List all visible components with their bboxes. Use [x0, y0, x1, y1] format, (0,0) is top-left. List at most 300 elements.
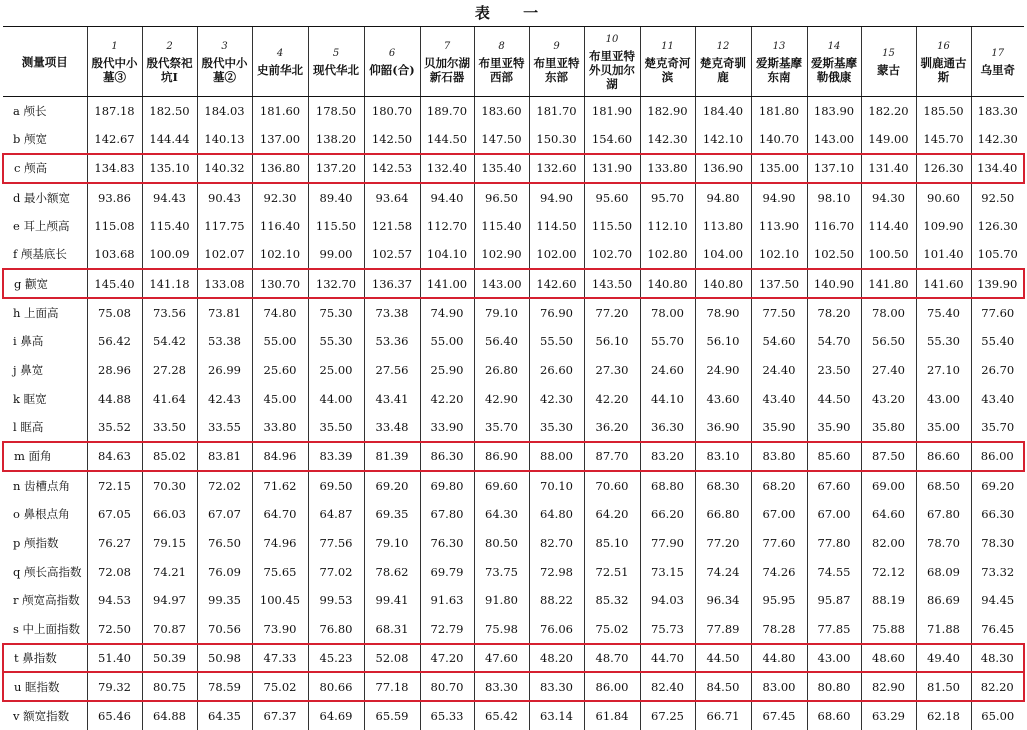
- table-cell: 101.40: [916, 240, 971, 269]
- table-cell: 73.56: [142, 298, 197, 327]
- table-cell: 56.10: [584, 327, 640, 356]
- column-name: 楚克奇驯鹿: [696, 56, 751, 84]
- table-cell: 94.03: [640, 586, 695, 615]
- table-cell: 56.50: [861, 327, 916, 356]
- table-cell: 33.48: [364, 413, 420, 442]
- table-cell: 33.80: [252, 413, 308, 442]
- table-cell: 102.50: [807, 240, 861, 269]
- table-cell: 135.40: [474, 154, 529, 183]
- table-cell: 180.70: [364, 97, 420, 126]
- table-cell: 69.60: [474, 471, 529, 500]
- table-cell: 78.00: [861, 298, 916, 327]
- table-cell: 136.90: [695, 154, 751, 183]
- table-cell: 75.02: [584, 615, 640, 644]
- table-cell: 73.81: [197, 298, 252, 327]
- column-header-13: [751, 27, 807, 97]
- table-cell: 136.37: [364, 269, 420, 298]
- table-cell: 27.56: [364, 356, 420, 385]
- table-cell: 79.32: [87, 672, 142, 701]
- table-cell: 102.10: [252, 240, 308, 269]
- row-label: j 鼻宽: [3, 356, 87, 385]
- table-cell: 104.00: [695, 240, 751, 269]
- table-cell: 66.71: [695, 701, 751, 730]
- measurement-table: [2, 26, 1025, 730]
- table-cell: 70.60: [584, 471, 640, 500]
- column-name: 贝加尔湖新石器: [421, 56, 474, 84]
- table-cell: 26.99: [197, 356, 252, 385]
- column-name: 蒙古: [862, 63, 916, 77]
- table-cell: 75.02: [252, 672, 308, 701]
- table-cell: 33.55: [197, 413, 252, 442]
- table-cell: 92.50: [971, 183, 1024, 212]
- table-cell: 64.20: [584, 500, 640, 529]
- row-label: m 面角: [3, 442, 87, 471]
- table-cell: 78.70: [916, 528, 971, 557]
- table-cell: 44.70: [640, 644, 695, 673]
- table-cell: 78.00: [640, 298, 695, 327]
- column-number: 2: [143, 40, 197, 54]
- table-cell: 66.03: [142, 500, 197, 529]
- table-cell: 143.00: [474, 269, 529, 298]
- table-cell: 70.87: [142, 615, 197, 644]
- table-cell: 94.40: [420, 183, 474, 212]
- table-cell: 77.90: [640, 528, 695, 557]
- table-cell: 42.20: [584, 384, 640, 413]
- table-cell: 44.88: [87, 384, 142, 413]
- table-cell: 182.20: [861, 97, 916, 126]
- table-cell: 53.36: [364, 327, 420, 356]
- column-number: 8: [475, 40, 529, 54]
- table-cell: 28.96: [87, 356, 142, 385]
- table-cell: 48.30: [971, 644, 1024, 673]
- table-cell: 68.60: [807, 701, 861, 730]
- table-cell: 99.00: [308, 240, 364, 269]
- table-cell: 133.08: [197, 269, 252, 298]
- table-cell: 75.88: [861, 615, 916, 644]
- table-cell: 83.10: [695, 442, 751, 471]
- table-cell: 96.50: [474, 183, 529, 212]
- table-cell: 24.90: [695, 356, 751, 385]
- table-cell: 54.42: [142, 327, 197, 356]
- table-cell: 140.13: [197, 125, 252, 154]
- table-cell: 138.20: [308, 125, 364, 154]
- table-cell: 44.50: [695, 644, 751, 673]
- table-cell: 72.15: [87, 471, 142, 500]
- table-cell: 42.20: [420, 384, 474, 413]
- table-cell: 142.30: [971, 125, 1024, 154]
- table-row: [3, 212, 1024, 241]
- table-cell: 94.53: [87, 586, 142, 615]
- column-header-5: [308, 27, 364, 97]
- table-cell: 65.59: [364, 701, 420, 730]
- table-cell: 83.30: [474, 672, 529, 701]
- table-cell: 87.50: [861, 442, 916, 471]
- table-cell: 77.60: [751, 528, 807, 557]
- table-cell: 75.73: [640, 615, 695, 644]
- table-cell: 26.80: [474, 356, 529, 385]
- table-cell: 92.30: [252, 183, 308, 212]
- table-cell: 85.32: [584, 586, 640, 615]
- table-cell: 115.50: [308, 212, 364, 241]
- table-cell: 49.40: [916, 644, 971, 673]
- table-cell: 115.50: [584, 212, 640, 241]
- table-cell: 142.60: [529, 269, 584, 298]
- table-cell: 181.70: [529, 97, 584, 126]
- table-cell: 98.10: [807, 183, 861, 212]
- table-cell: 68.30: [695, 471, 751, 500]
- table-cell: 115.40: [142, 212, 197, 241]
- table-cell: 93.86: [87, 183, 142, 212]
- table-cell: 67.37: [252, 701, 308, 730]
- table-cell: 74.24: [695, 557, 751, 586]
- table-row: [3, 672, 1024, 701]
- table-cell: 44.10: [640, 384, 695, 413]
- table-cell: 83.00: [751, 672, 807, 701]
- table-cell: 72.08: [87, 557, 142, 586]
- table-row: [3, 586, 1024, 615]
- table-cell: 78.28: [751, 615, 807, 644]
- table-cell: 77.18: [364, 672, 420, 701]
- table-cell: 42.90: [474, 384, 529, 413]
- column-number: 10: [585, 33, 640, 47]
- table-cell: 74.90: [420, 298, 474, 327]
- table-cell: 78.59: [197, 672, 252, 701]
- column-number: 9: [530, 40, 584, 54]
- column-number: 13: [752, 40, 807, 54]
- column-header-8: [474, 27, 529, 97]
- table-cell: 80.80: [807, 672, 861, 701]
- table-cell: 80.66: [308, 672, 364, 701]
- table-cell: 75.40: [916, 298, 971, 327]
- table-cell: 42.30: [529, 384, 584, 413]
- column-name: 殷代中小墓③: [88, 56, 142, 84]
- table-cell: 86.60: [916, 442, 971, 471]
- table-cell: 140.90: [807, 269, 861, 298]
- table-cell: 77.56: [308, 528, 364, 557]
- table-row: [3, 384, 1024, 413]
- table-cell: 80.70: [420, 672, 474, 701]
- table-cell: 35.80: [861, 413, 916, 442]
- table-cell: 91.63: [420, 586, 474, 615]
- table-cell: 75.65: [252, 557, 308, 586]
- row-label: v 额宽指数: [3, 701, 87, 730]
- column-name: 布里亚特东部: [530, 56, 584, 84]
- table-cell: 67.25: [640, 701, 695, 730]
- table-cell: 35.00: [916, 413, 971, 442]
- table-cell: 71.62: [252, 471, 308, 500]
- table-cell: 35.30: [529, 413, 584, 442]
- table-cell: 142.53: [364, 154, 420, 183]
- table-cell: 102.00: [529, 240, 584, 269]
- table-cell: 141.18: [142, 269, 197, 298]
- table-cell: 86.30: [420, 442, 474, 471]
- table-cell: 142.50: [364, 125, 420, 154]
- table-cell: 54.60: [751, 327, 807, 356]
- table-cell: 67.80: [420, 500, 474, 529]
- table-cell: 77.85: [807, 615, 861, 644]
- table-cell: 43.20: [861, 384, 916, 413]
- row-label: i 鼻高: [3, 327, 87, 356]
- table-cell: 67.60: [807, 471, 861, 500]
- table-row: [3, 327, 1024, 356]
- table-cell: 48.60: [861, 644, 916, 673]
- table-cell: 90.43: [197, 183, 252, 212]
- table-cell: 64.35: [197, 701, 252, 730]
- table-cell: 143.00: [807, 125, 861, 154]
- table-cell: 140.32: [197, 154, 252, 183]
- table-cell: 116.70: [807, 212, 861, 241]
- table-cell: 187.18: [87, 97, 142, 126]
- table-cell: 189.70: [420, 97, 474, 126]
- table-cell: 72.51: [584, 557, 640, 586]
- table-cell: 73.15: [640, 557, 695, 586]
- table-cell: 70.56: [197, 615, 252, 644]
- table-cell: 33.50: [142, 413, 197, 442]
- table-cell: 75.08: [87, 298, 142, 327]
- table-cell: 86.90: [474, 442, 529, 471]
- table-cell: 35.52: [87, 413, 142, 442]
- table-cell: 80.50: [474, 528, 529, 557]
- table-cell: 116.40: [252, 212, 308, 241]
- row-label: a 颅长: [3, 97, 87, 126]
- table-cell: 88.19: [861, 586, 916, 615]
- table-cell: 76.06: [529, 615, 584, 644]
- table-cell: 109.90: [916, 212, 971, 241]
- table-cell: 85.10: [584, 528, 640, 557]
- column-number: 12: [696, 40, 751, 54]
- table-cell: 94.90: [529, 183, 584, 212]
- table-cell: 72.50: [87, 615, 142, 644]
- table-cell: 126.30: [916, 154, 971, 183]
- table-cell: 77.50: [751, 298, 807, 327]
- table-cell: 145.70: [916, 125, 971, 154]
- table-cell: 139.90: [971, 269, 1024, 298]
- table-cell: 112.70: [420, 212, 474, 241]
- table-cell: 103.68: [87, 240, 142, 269]
- table-cell: 85.02: [142, 442, 197, 471]
- column-name: 乌里奇: [972, 63, 1025, 77]
- table-cell: 94.30: [861, 183, 916, 212]
- table-cell: 82.70: [529, 528, 584, 557]
- table-cell: 85.60: [807, 442, 861, 471]
- column-header-6: [364, 27, 420, 97]
- table-cell: 83.20: [640, 442, 695, 471]
- table-cell: 47.60: [474, 644, 529, 673]
- table-cell: 73.90: [252, 615, 308, 644]
- table-cell: 56.42: [87, 327, 142, 356]
- row-label: n 齿槽点角: [3, 471, 87, 500]
- table-cell: 74.55: [807, 557, 861, 586]
- table-cell: 47.33: [252, 644, 308, 673]
- table-cell: 93.64: [364, 183, 420, 212]
- table-cell: 94.97: [142, 586, 197, 615]
- table-row: [3, 500, 1024, 529]
- table-cell: 48.20: [529, 644, 584, 673]
- column-name: 布里亚特外贝加尔湖: [585, 49, 640, 91]
- row-label: g 颧宽: [3, 269, 87, 298]
- table-cell: 144.44: [142, 125, 197, 154]
- header-row: [3, 27, 1024, 97]
- table-cell: 53.38: [197, 327, 252, 356]
- table-row: [3, 240, 1024, 269]
- table-cell: 82.20: [971, 672, 1024, 701]
- table-cell: 74.26: [751, 557, 807, 586]
- table-cell: 95.87: [807, 586, 861, 615]
- row-label: r 颅宽高指数: [3, 586, 87, 615]
- table-cell: 115.08: [87, 212, 142, 241]
- column-header-15: [861, 27, 916, 97]
- table-cell: 55.30: [308, 327, 364, 356]
- column-header-3: [197, 27, 252, 97]
- table-cell: 41.64: [142, 384, 197, 413]
- column-number: 7: [421, 40, 474, 54]
- table-cell: 76.09: [197, 557, 252, 586]
- table-cell: 96.34: [695, 586, 751, 615]
- column-number: 4: [253, 47, 308, 61]
- table-cell: 73.32: [971, 557, 1024, 586]
- table-cell: 76.45: [971, 615, 1024, 644]
- table-cell: 78.62: [364, 557, 420, 586]
- table-cell: 100.45: [252, 586, 308, 615]
- table-cell: 94.90: [751, 183, 807, 212]
- table-cell: 69.80: [420, 471, 474, 500]
- table-cell: 83.81: [197, 442, 252, 471]
- table-cell: 55.40: [971, 327, 1024, 356]
- table-row: [3, 97, 1024, 126]
- table-cell: 86.00: [971, 442, 1024, 471]
- table-cell: 137.10: [807, 154, 861, 183]
- table-cell: 84.96: [252, 442, 308, 471]
- table-cell: 44.50: [807, 384, 861, 413]
- table-cell: 87.70: [584, 442, 640, 471]
- column-name: 爱斯基摩勒俄康: [808, 56, 861, 84]
- table-cell: 147.50: [474, 125, 529, 154]
- table-cell: 182.90: [640, 97, 695, 126]
- table-cell: 26.70: [971, 356, 1024, 385]
- table-cell: 73.75: [474, 557, 529, 586]
- table-cell: 126.30: [971, 212, 1024, 241]
- table-cell: 67.00: [807, 500, 861, 529]
- row-label: f 颅基底长: [3, 240, 87, 269]
- row-label: p 颅指数: [3, 528, 87, 557]
- table-cell: 27.10: [916, 356, 971, 385]
- table-cell: 90.60: [916, 183, 971, 212]
- table-cell: 64.60: [861, 500, 916, 529]
- table-cell: 82.00: [861, 528, 916, 557]
- table-cell: 42.43: [197, 384, 252, 413]
- table-cell: 142.10: [695, 125, 751, 154]
- table-cell: 72.02: [197, 471, 252, 500]
- table-cell: 55.70: [640, 327, 695, 356]
- table-cell: 140.80: [640, 269, 695, 298]
- table-cell: 132.40: [420, 154, 474, 183]
- table-cell: 134.83: [87, 154, 142, 183]
- table-cell: 55.00: [420, 327, 474, 356]
- table-cell: 44.00: [308, 384, 364, 413]
- table-cell: 67.05: [87, 500, 142, 529]
- table-cell: 35.70: [474, 413, 529, 442]
- table-cell: 76.30: [420, 528, 474, 557]
- table-row: [3, 356, 1024, 385]
- table-cell: 112.10: [640, 212, 695, 241]
- table-cell: 70.10: [529, 471, 584, 500]
- row-label: c 颅高: [3, 154, 87, 183]
- table-cell: 114.50: [529, 212, 584, 241]
- table-cell: 64.87: [308, 500, 364, 529]
- row-label: k 眶宽: [3, 384, 87, 413]
- table-cell: 55.30: [916, 327, 971, 356]
- table-cell: 65.46: [87, 701, 142, 730]
- table-cell: 77.20: [584, 298, 640, 327]
- table-title: 表 一: [0, 2, 1027, 24]
- table-cell: 94.43: [142, 183, 197, 212]
- table-cell: 132.70: [308, 269, 364, 298]
- column-header-4: [252, 27, 308, 97]
- table-cell: 82.90: [861, 672, 916, 701]
- column-number: 6: [365, 47, 420, 61]
- column-header-7: [420, 27, 474, 97]
- table-cell: 99.41: [364, 586, 420, 615]
- table-cell: 45.23: [308, 644, 364, 673]
- table-cell: 74.96: [252, 528, 308, 557]
- table-cell: 115.40: [474, 212, 529, 241]
- table-cell: 44.80: [751, 644, 807, 673]
- header-label: 测量项目: [3, 27, 87, 97]
- table-cell: 78.90: [695, 298, 751, 327]
- table-cell: 69.00: [861, 471, 916, 500]
- table-cell: 145.40: [87, 269, 142, 298]
- table-cell: 150.30: [529, 125, 584, 154]
- table-cell: 81.50: [916, 672, 971, 701]
- table-cell: 56.10: [695, 327, 751, 356]
- table-cell: 117.75: [197, 212, 252, 241]
- table-body: [3, 97, 1024, 730]
- table-cell: 104.10: [420, 240, 474, 269]
- table-cell: 24.40: [751, 356, 807, 385]
- table-cell: 95.70: [640, 183, 695, 212]
- column-name: 布里亚特西部: [475, 56, 529, 84]
- table-cell: 76.50: [197, 528, 252, 557]
- column-number: 17: [972, 47, 1025, 61]
- row-label: h 上面高: [3, 298, 87, 327]
- column-number: 5: [309, 47, 364, 61]
- table-row: [3, 298, 1024, 327]
- table-cell: 25.90: [420, 356, 474, 385]
- table-cell: 81.39: [364, 442, 420, 471]
- column-header-10: [584, 27, 640, 97]
- table-cell: 102.07: [197, 240, 252, 269]
- table-cell: 102.10: [751, 240, 807, 269]
- table-cell: 67.45: [751, 701, 807, 730]
- table-cell: 43.60: [695, 384, 751, 413]
- table-cell: 68.31: [364, 615, 420, 644]
- table-cell: 131.90: [584, 154, 640, 183]
- table-cell: 67.80: [916, 500, 971, 529]
- row-label: s 中上面指数: [3, 615, 87, 644]
- column-header-12: [695, 27, 751, 97]
- table-cell: 75.30: [308, 298, 364, 327]
- table-cell: 102.70: [584, 240, 640, 269]
- table-cell: 79.10: [364, 528, 420, 557]
- table-cell: 78.20: [807, 298, 861, 327]
- table-cell: 140.80: [695, 269, 751, 298]
- table-row: [3, 183, 1024, 212]
- table-cell: 181.80: [751, 97, 807, 126]
- table-cell: 65.42: [474, 701, 529, 730]
- table-cell: 130.70: [252, 269, 308, 298]
- table-cell: 95.60: [584, 183, 640, 212]
- row-label: b 颅宽: [3, 125, 87, 154]
